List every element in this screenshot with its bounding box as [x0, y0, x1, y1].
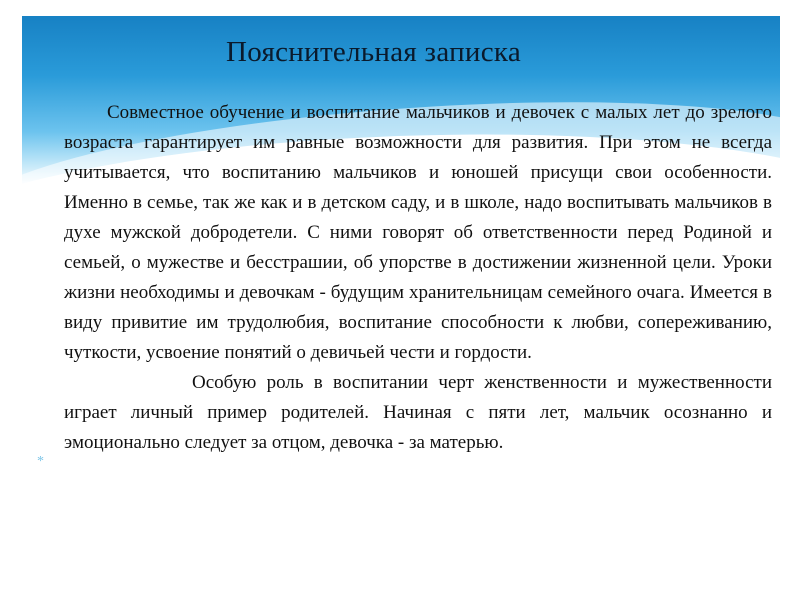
bullet-marker: * — [37, 454, 44, 469]
slide-title: Пояснительная записка — [226, 36, 522, 68]
paragraph-1: Совместное обучение и воспитание мальчиков и девочек с малых лет до зрелого возраста гарантирует им равные возможности для развития. При этом не всегда учитывается, что воспитанию мальчиков и юношей присущи свои особенности. Именно в семье, так же как и в детском саду, и в школе, надо воспитывать мальчиков в духе мужской добродетели. С ними говорят об ответственности перед Родиной и семьей, о мужестве и бесстрашии, об упорстве в достижении жизненной цели. Уроки жизни необходимы и девочкам - будущим хранительницам семейного очага. Имеется в виду привитие им трудолюбия, воспитание способности к любви, сопереживанию, чуткости, усвоение понятий о девичьей чести и гордости. — [64, 102, 772, 363]
paragraph-2: Особую роль в воспитании черт женственности и мужественности играет личный пример родителей. Начиная с пяти лет, мальчик осознанно и эмоционально следует за отцом, девочка - за матерью. — [64, 372, 772, 453]
slide — [22, 16, 780, 584]
slide-body — [64, 98, 772, 458]
